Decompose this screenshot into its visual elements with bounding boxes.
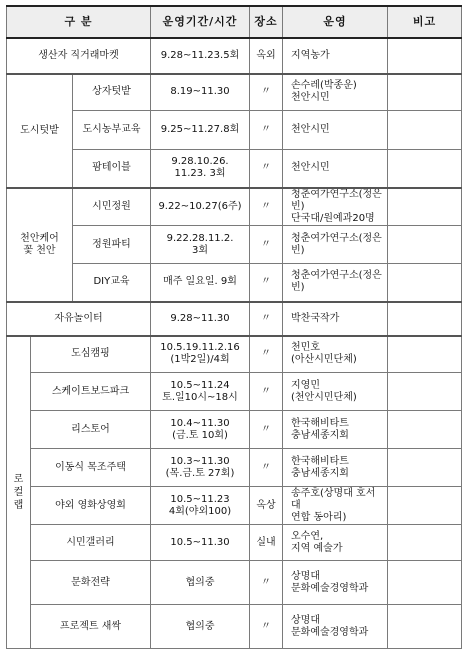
notes-cell xyxy=(388,605,462,649)
place-cell: 〃 xyxy=(250,302,283,336)
table-row xyxy=(7,38,462,74)
program-name: 정원파티 xyxy=(73,226,151,264)
program-name: 도심캠핑 xyxy=(31,336,151,373)
notes-cell xyxy=(388,561,462,605)
operator-cell: 청춘여가연구소(정은빈) xyxy=(283,264,388,302)
notes-cell xyxy=(388,411,462,449)
period-cell: 8.19~11.30 xyxy=(151,74,250,110)
schedule-table xyxy=(6,5,462,649)
operator-cell: 천안시민 xyxy=(283,110,388,149)
table-row xyxy=(7,74,462,110)
period-cell: 9.22~10.27(6주) xyxy=(151,188,250,226)
program-name: 야외 영화상영회 xyxy=(31,487,151,525)
place-cell: 〃 xyxy=(250,110,283,149)
notes-cell xyxy=(388,74,462,110)
place-cell: 〃 xyxy=(250,373,283,411)
period-cell: 매주 일요일. 9회 xyxy=(151,264,250,302)
operator-cell: 지영민 (천안시민단체) xyxy=(283,373,388,411)
period-cell: 9.22.28.11.2. 3회 xyxy=(151,226,250,264)
period-cell: 10.3~11.30 (목.금.토 27회) xyxy=(151,449,250,487)
place-cell: 실내 xyxy=(250,525,283,561)
table-row xyxy=(7,149,462,188)
table-row xyxy=(7,373,462,411)
notes-cell xyxy=(388,188,462,226)
period-cell: 협의중 xyxy=(151,605,250,649)
operator-cell: 청춘여가연구소(정은빈) 단국대/원예과20명 xyxy=(283,188,388,226)
notes-cell xyxy=(388,149,462,188)
operator-cell: 상명대 문화예술경영학과 xyxy=(283,605,388,649)
operator-cell: 손수레(박종운) 천안시민 xyxy=(283,74,388,110)
notes-cell xyxy=(388,38,462,74)
header-place: 장소 xyxy=(250,6,283,38)
program-name: DIY교육 xyxy=(73,264,151,302)
program-name: 리스토어 xyxy=(31,411,151,449)
notes-cell xyxy=(388,525,462,561)
table-row xyxy=(7,188,462,226)
period-cell: 9.25~11.27.8회 xyxy=(151,110,250,149)
header-notes: 비고 xyxy=(388,6,462,38)
place-cell: 〃 xyxy=(250,226,283,264)
table-row xyxy=(7,110,462,149)
program-name: 시민정원 xyxy=(73,188,151,226)
period-cell: 협의중 xyxy=(151,561,250,605)
table-row xyxy=(7,561,462,605)
place-cell: 〃 xyxy=(250,336,283,373)
group-label: 로 컬 랩 xyxy=(7,336,31,649)
program-name: 자유놀이터 xyxy=(7,302,151,336)
program-name: 도시농부교육 xyxy=(73,110,151,149)
period-cell: 10.5.19.11.2.16 (1박2일)/4회 xyxy=(151,336,250,373)
table-row xyxy=(7,411,462,449)
place-cell: 〃 xyxy=(250,449,283,487)
place-cell: 〃 xyxy=(250,149,283,188)
notes-cell xyxy=(388,264,462,302)
operator-cell: 박찬국작가 xyxy=(283,302,388,336)
operator-cell: 송주호(상명대 호서대 연합 동아리) xyxy=(283,487,388,525)
table-row xyxy=(7,226,462,264)
table-row xyxy=(7,264,462,302)
table-row xyxy=(7,525,462,561)
period-cell: 10.5~11.24 토.일10시~18시 xyxy=(151,373,250,411)
place-cell: 〃 xyxy=(250,188,283,226)
program-name: 이동식 목조주택 xyxy=(31,449,151,487)
program-name: 시민갤러리 xyxy=(31,525,151,561)
header-period: 운영기간/시간 xyxy=(151,6,250,38)
program-name: 팜테이블 xyxy=(73,149,151,188)
table-row xyxy=(7,336,462,373)
operator-cell: 오수연, 지역 예술가 xyxy=(283,525,388,561)
place-cell: 〃 xyxy=(250,74,283,110)
program-name: 생산자 직거래마켓 xyxy=(7,38,151,74)
period-cell: 10.5~11.23 4회(야외100) xyxy=(151,487,250,525)
program-name: 상자텃밭 xyxy=(73,74,151,110)
operator-cell: 천안시민 xyxy=(283,149,388,188)
table-row xyxy=(7,487,462,525)
operator-cell: 상명대 문화예술경영학과 xyxy=(283,561,388,605)
place-cell: 옥상 xyxy=(250,487,283,525)
header-category: 구 분 xyxy=(7,6,151,38)
program-name: 문화전략 xyxy=(31,561,151,605)
group-label: 도시텃밭 xyxy=(7,74,73,188)
place-cell: 옥외 xyxy=(250,38,283,74)
period-cell: 10.5~11.30 xyxy=(151,525,250,561)
period-cell: 9.28.10.26. 11.23. 3회 xyxy=(151,149,250,188)
header-operator: 운영 xyxy=(283,6,388,38)
table-row xyxy=(7,449,462,487)
table-row xyxy=(7,605,462,649)
place-cell: 〃 xyxy=(250,561,283,605)
notes-cell xyxy=(388,110,462,149)
table-row xyxy=(7,302,462,336)
operator-cell: 지역농가 xyxy=(283,38,388,74)
period-cell: 10.4~11.30 (금.토 10회) xyxy=(151,411,250,449)
notes-cell xyxy=(388,487,462,525)
notes-cell xyxy=(388,226,462,264)
period-cell: 9.28~11.23.5회 xyxy=(151,38,250,74)
notes-cell xyxy=(388,302,462,336)
header-row xyxy=(7,6,462,38)
notes-cell xyxy=(388,336,462,373)
operator-cell: 천민호 (아산시민단체) xyxy=(283,336,388,373)
period-cell: 9.28~11.30 xyxy=(151,302,250,336)
place-cell: 〃 xyxy=(250,264,283,302)
group-label: 천안케어 꽃 천안 xyxy=(7,188,73,302)
place-cell: 〃 xyxy=(250,411,283,449)
notes-cell xyxy=(388,373,462,411)
operator-cell: 청춘여가연구소(정은빈) xyxy=(283,226,388,264)
schedule-table-container xyxy=(6,5,461,638)
operator-cell: 한국해비타트 충남세종지회 xyxy=(283,411,388,449)
program-name: 프로젝트 새싹 xyxy=(31,605,151,649)
notes-cell xyxy=(388,449,462,487)
program-name: 스케이트보드파크 xyxy=(31,373,151,411)
operator-cell: 한국해비타트 충남세종지회 xyxy=(283,449,388,487)
place-cell: 〃 xyxy=(250,605,283,649)
